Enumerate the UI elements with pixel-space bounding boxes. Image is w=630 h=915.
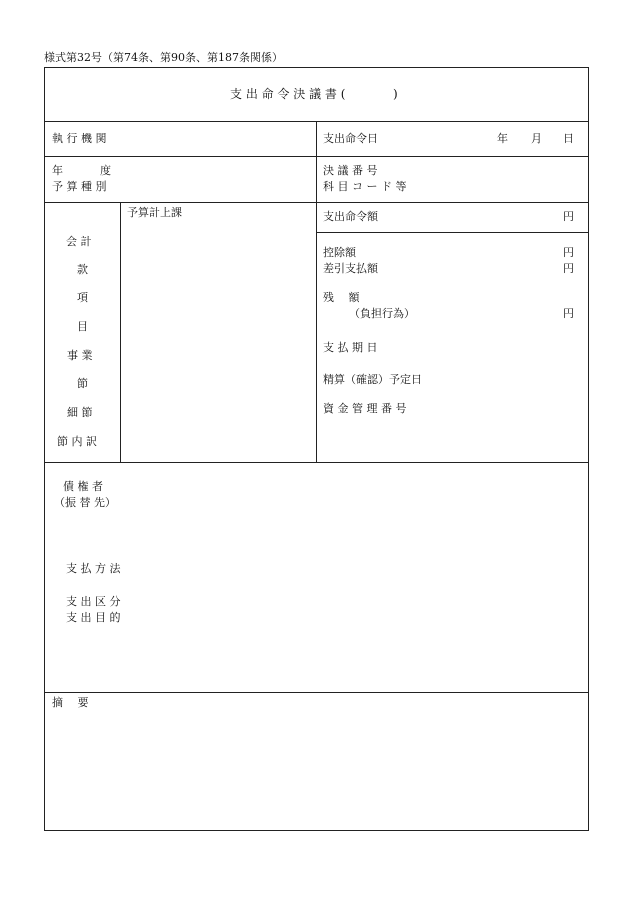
budget-item-moku: 目 bbox=[77, 320, 88, 333]
yen-unit: 円 bbox=[563, 246, 574, 259]
form-number-note: 様式第32号（第74条、第90条、第187条関係） bbox=[44, 51, 283, 64]
year-label: 年 bbox=[497, 132, 508, 145]
budget-item-kou: 項 bbox=[77, 291, 88, 304]
transfer-destination-label: （振 替 先） bbox=[54, 496, 116, 509]
month-label: 月 bbox=[531, 132, 542, 145]
budget-item-setsu-naiyaku: 節 内 訳 bbox=[57, 435, 97, 448]
creditor-label: 債 権 者 bbox=[63, 480, 103, 493]
day-label: 日 bbox=[563, 132, 574, 145]
burden-act-label: （負担行為） bbox=[349, 307, 415, 320]
payment-order-amount-label: 支出命令額 bbox=[323, 210, 378, 223]
resolution-number-label: 決 議 番 号 bbox=[323, 164, 378, 177]
settlement-date-label: 精算（確認）予定日 bbox=[323, 373, 422, 386]
divider bbox=[316, 121, 317, 462]
payment-order-date-label: 支出命令日 bbox=[323, 132, 378, 145]
divider bbox=[120, 202, 121, 462]
balance-label: 残 額 bbox=[323, 291, 360, 304]
budget-item-setsu: 節 bbox=[77, 377, 88, 390]
net-payment-label: 差引支払額 bbox=[323, 262, 378, 275]
yen-unit: 円 bbox=[563, 262, 574, 275]
budget-item-saisetsu: 細 節 bbox=[67, 406, 93, 419]
expenditure-purpose-label: 支 出 目 的 bbox=[66, 611, 121, 624]
budget-section-label: 予算計上課 bbox=[127, 206, 182, 219]
expenditure-category-label: 支 出 区 分 bbox=[66, 595, 121, 608]
fund-management-number-label: 資 金 管 理 番 号 bbox=[323, 402, 407, 415]
budget-item-kaikei: 会 計 bbox=[66, 235, 92, 248]
yen-unit: 円 bbox=[563, 307, 574, 320]
account-code-label: 科 目 コ ー ド 等 bbox=[323, 180, 407, 193]
form-title-close: ) bbox=[393, 87, 398, 101]
budget-type-label: 予 算 種 別 bbox=[52, 180, 107, 193]
divider bbox=[44, 462, 588, 463]
form-title: 支 出 命 令 決 議 書 ( bbox=[230, 87, 346, 101]
budget-item-kan: 款 bbox=[77, 263, 88, 276]
payment-method-label: 支 払 方 法 bbox=[66, 562, 121, 575]
fiscal-year-label-a: 年 bbox=[52, 164, 63, 177]
budget-item-jigyou: 事 業 bbox=[67, 349, 93, 362]
remarks-label: 摘 要 bbox=[52, 696, 89, 709]
executing-agency-label: 執 行 機 関 bbox=[52, 132, 107, 145]
divider bbox=[44, 692, 588, 693]
deduction-amount-label: 控除額 bbox=[323, 246, 356, 259]
fiscal-year-label-b: 度 bbox=[100, 164, 111, 177]
divider bbox=[316, 232, 588, 233]
yen-unit: 円 bbox=[563, 210, 574, 223]
payment-due-date-label: 支 払 期 日 bbox=[323, 341, 378, 354]
